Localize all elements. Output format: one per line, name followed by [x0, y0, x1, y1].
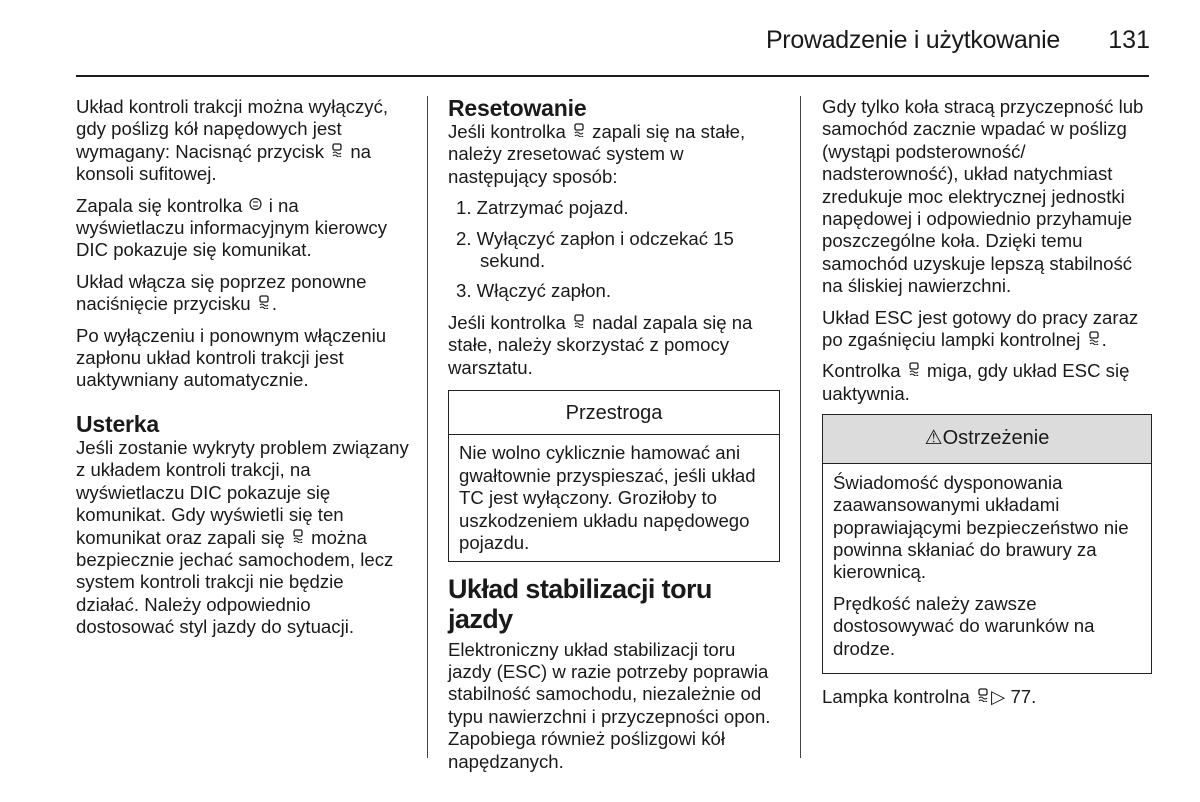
skid-car-icon [256, 293, 272, 315]
skid-car-icon [1086, 329, 1102, 351]
list-item: 1. Zatrzymać pojazd. [456, 197, 629, 219]
paragraph-esc-blink: Kontrolka miga, gdy układ ESC się uaktywnia. [822, 360, 1130, 404]
paragraph-indicator: Zapala się kontrolka i na wyświetlaczu informacyjnym kierowcy DIC pokazuje się komunikat. [76, 194, 388, 261]
paragraph-indicator-ref: Lampka kontrolna ▷ 77. [822, 685, 1037, 707]
page-number: 131 [1108, 26, 1150, 54]
page-reference[interactable]: 77. [1005, 685, 1037, 707]
skid-car-icon [290, 527, 306, 549]
warning-box [822, 414, 1152, 674]
skid-car-icon [571, 121, 587, 143]
caution-text: Nie wolno cyklicznie hamować ani gwałtownie przyspieszać, jeśli układ TC jest wyłączony. Groziłoby to uszkodzeniem układu napędowego pojazdu. [459, 442, 756, 554]
paragraph-reenable: Układ włącza się poprzez ponowne naciśnięcie przycisku . [76, 270, 367, 315]
warning-body [823, 464, 1151, 673]
heading-esc: Układ stabilizacji toru jazdy [448, 573, 712, 634]
column-middle [448, 96, 780, 782]
warning-title: Ostrzeżenie [942, 427, 1050, 450]
reset-steps-list [448, 197, 780, 303]
paragraph-reset-intro: Jeśli kontrolka zapali się na stałe, należy zresetować system w następujący sposób: [448, 121, 746, 187]
list-item: 2. Wyłączyć zapłon i odczekać 15 sekund. [456, 227, 734, 272]
paragraph-esc-intro: Elektroniczny układ stabilizacji toru jazdy (ESC) w razie potrzeby poprawia stabilność samochodu, niezależnie od typu nawierzchni i przyczepności opon. Zapobiega również poślizgowi kół napędzanych. [448, 638, 771, 772]
list-item: 3. Włączyć zapłon. [456, 280, 612, 302]
paragraph-auto-activate: Po wyłączeniu i ponownym włączeniu zapłonu układ kontroli trakcji jest uaktywniany automatycznie. [76, 324, 387, 391]
page-header-title: Prowadzenie i użytkowanie [765, 26, 1060, 54]
caution-box [448, 390, 780, 561]
skid-car-icon [975, 686, 991, 708]
skid-car-icon [571, 312, 587, 334]
column-divider-right [800, 96, 801, 758]
column-left [76, 96, 411, 648]
paragraph-esc-action: Gdy tylko koła stracą przyczepność lub samochód zacznie wpadać w poślizg (wystąpi podsterowność/ nadsterowność), układ natychmiast zredukuje moc elektrycznej jednostki napędowej i odpowiednio przyhamuje poszczególne koła. Dzięki temu samochód uzyskuje lepszą stabilność na śliskiej nawierzchni. [822, 96, 1144, 297]
paragraph-esc-ready: Układ ESC jest gotowy do pracy zaraz po zgaśnięciu lampki kontrolnej . [822, 306, 1139, 351]
paragraph-fault: Jeśli zostanie wykryty problem związany z układem kontroli trakcji, na wyświetlaczu DIC pokazuje się komunikat. Gdy wyświetli się ten komunikat oraz zapali się można bezpiecznie jechać samochodem, lecz system kontroli trakcji nie będzie działać. Należy odpowiednio dostosować styl jazdy do sytuacji. [76, 436, 409, 638]
column-right [822, 96, 1152, 717]
paragraph-reset-workshop: Jeśli kontrolka nadal zapala się na stałe, należy skorzystać z pomocy warsztatu. [448, 311, 753, 378]
warning-triangle-icon: ⚠ [924, 427, 943, 450]
page-ref-arrow-icon: ▷ [990, 685, 1006, 707]
skid-car-icon [906, 360, 922, 382]
skid-car-icon [329, 141, 345, 163]
warning-text-2: Prędkość należy zawsze dostosowywać do warunków na drodze. [833, 592, 1095, 659]
traction-off-icon [248, 195, 264, 217]
warning-text-1: Świadomość dysponowania zaawansowanymi układami poprawiającymi bezpieczeństwo nie powinna skłaniać do brawury za kierownicą. [833, 471, 1129, 583]
heading-resetowanie: Resetowanie [448, 95, 587, 121]
paragraph-tc-off: Układ kontroli trakcji można wyłączyć, gdy poślizg kół napędowych jest wymagany: Nacisnąć przycisk na konsoli sufitowej. [76, 96, 389, 185]
column-divider-left [427, 96, 428, 758]
header-divider [76, 75, 1149, 77]
warning-header [823, 415, 1151, 463]
heading-usterka: Usterka [76, 410, 159, 437]
caution-title: Przestroga [449, 391, 779, 435]
